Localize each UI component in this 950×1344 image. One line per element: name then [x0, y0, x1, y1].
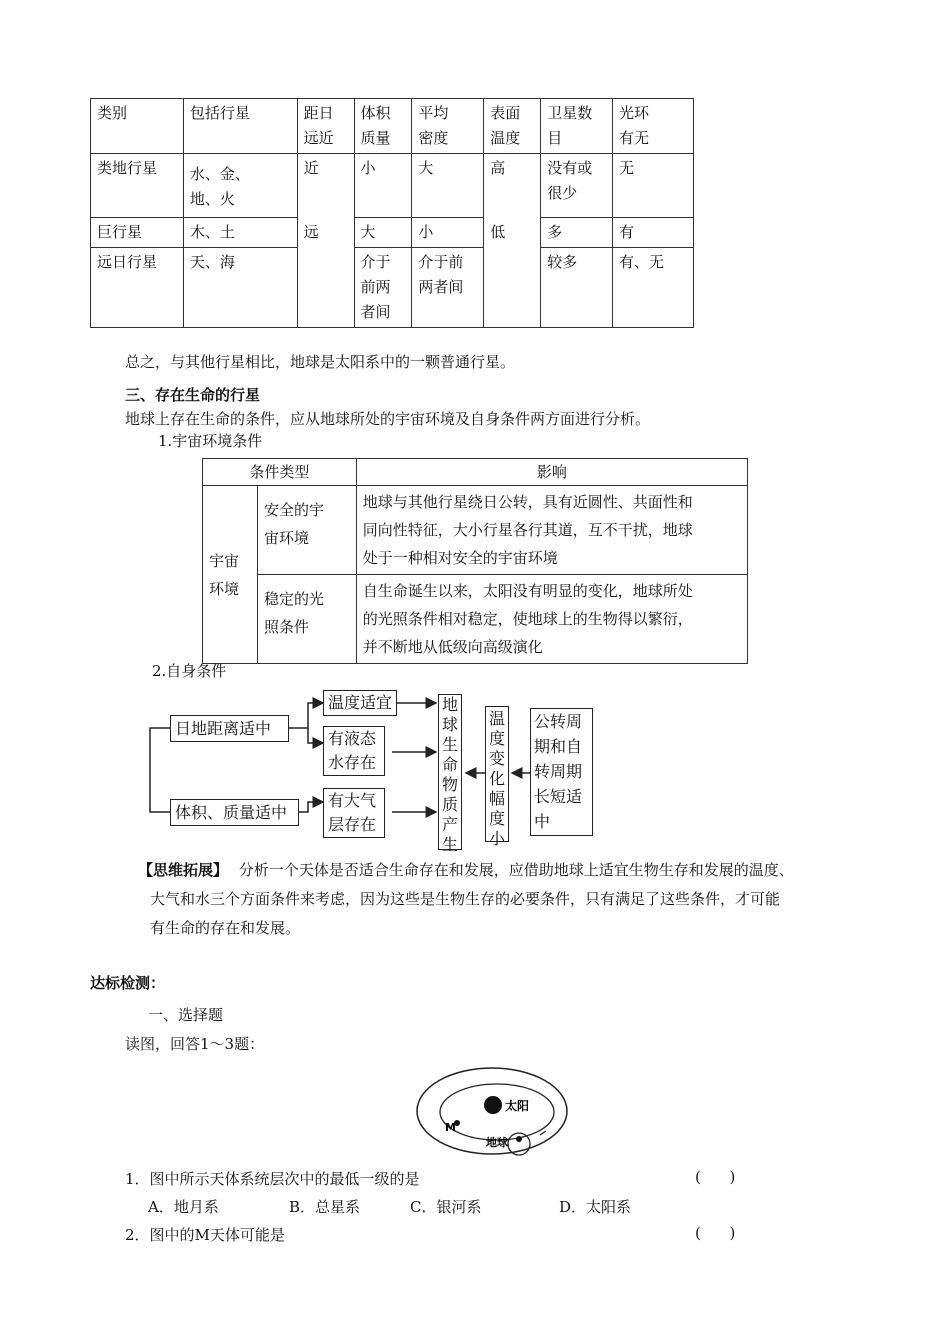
solar-system-figure — [412, 1063, 577, 1167]
distance-cell: 远 — [297, 218, 354, 328]
table-row — [91, 218, 694, 248]
section-intro: 地球上存在生命的条件，应从地球所处的宇宙环境及自身条件两方面进行分析。 — [125, 410, 651, 428]
planets-cell: 木、土 — [183, 218, 297, 248]
distance-cell: 近 — [297, 154, 354, 218]
ring-cell: 无 — [613, 154, 694, 218]
table-row — [203, 486, 748, 575]
flow-water-box: 有液态 水存在 — [323, 726, 385, 776]
flow-temp-box — [323, 690, 397, 716]
type-cell: 安全的宇 宙环境 — [257, 486, 356, 575]
density-cell: 小 — [412, 218, 484, 248]
planet-table — [90, 98, 694, 328]
temperature-cell: 低 — [484, 218, 541, 328]
option-b: B．总星系 — [289, 1198, 361, 1216]
type-cell: 稳定的光 照条件 — [257, 575, 356, 664]
header-cell: 距日 远近 — [297, 99, 354, 154]
section-title: 三、存在生命的行星 — [125, 386, 261, 404]
thinking-line: 大气和水三个方面条件来考虑，因为这些是生物生存的必要条件，只有满足了这些条件，才可能 — [150, 890, 781, 908]
cosmic-table-header — [203, 459, 748, 486]
satellites-cell: 较多 — [541, 248, 613, 328]
table-row — [203, 575, 748, 664]
flow-period-box: 公转周 期和自 转周期 长短适 中 — [530, 708, 593, 836]
density-cell: 介于前 两者间 — [412, 248, 484, 328]
earth-icon — [516, 1136, 522, 1142]
header-cell: 类别 — [91, 99, 184, 154]
table-row — [91, 248, 694, 328]
test-title: 达标检测： — [90, 974, 166, 992]
planet-table-header — [91, 99, 694, 154]
sun-icon — [484, 1096, 502, 1114]
effect-cell: 地球与其他行星绕日公转，具有近圆性、共面性和 同向性特征，大小行星各行其道，互不干扰，地球 处于一种相对安全的宇宙环境 — [356, 486, 747, 575]
category-cell: 远日行星 — [91, 248, 184, 328]
flow-mass-box — [170, 799, 299, 826]
test-instruction: 读图，回答1～3题： — [125, 1035, 265, 1053]
flow-small-range-box: 温 度 变 化 幅 度 小 — [485, 706, 509, 842]
satellites-cell: 没有或 很少 — [541, 154, 613, 218]
planets-cell: 天、海 — [183, 248, 297, 328]
group-cell: 宇宙 环境 — [203, 486, 258, 664]
satellites-cell: 多 — [541, 218, 613, 248]
summary-text: 总之，与其他行星相比，地球是太阳系中的一颗普通行星。 — [125, 353, 516, 371]
header-cell: 包括行星 — [183, 99, 297, 154]
thinking-block — [138, 856, 878, 885]
self-heading: 2.自身条件 — [152, 662, 227, 680]
earth-label: 地球 — [486, 1136, 508, 1149]
volume-cell: 小 — [354, 154, 412, 218]
cosmic-table — [202, 458, 748, 664]
m-label: M — [445, 1121, 456, 1134]
thinking-label: 【思维拓展】 — [138, 861, 229, 879]
option-d: D．太阳系 — [559, 1198, 632, 1216]
header-cell: 光环 有无 — [613, 99, 694, 154]
header-cell: 平均 密度 — [412, 99, 484, 154]
option-c: C．银河系 — [410, 1198, 482, 1216]
volume-cell: 大 — [354, 218, 412, 248]
table-row — [91, 154, 694, 218]
cosmic-heading: 1.宇宙环境条件 — [158, 432, 263, 450]
planets-cell: 水、金、 地、火 — [183, 154, 297, 218]
header-cell: 条件类型 — [203, 459, 357, 486]
option-a: A．地月系 — [148, 1198, 219, 1216]
question-stem: 2．图中的M天体可能是 — [125, 1226, 285, 1244]
volume-cell: 介于 前两 者间 — [354, 248, 412, 328]
answer-bracket: ( ) — [695, 1224, 736, 1242]
question-stem: 1．图中所示天体系统层次中的最低一级的是 — [125, 1170, 420, 1188]
flow-temp-label: 温度适宜 — [328, 693, 393, 712]
header-cell: 影响 — [356, 459, 747, 486]
flow-distance-box — [170, 715, 289, 742]
flow-air-box: 有大气 层存在 — [323, 788, 385, 838]
thinking-line: 分析一个天体是否适合生命存在和发展，应借助地球上适宜生物生存和发展的温度、 — [238, 861, 794, 879]
test-subtitle: 一、选择题 — [148, 1006, 224, 1024]
flow-life-box: 地 球 生 命 物 质 产 生 — [438, 694, 462, 850]
answer-bracket: ( ) — [695, 1168, 736, 1186]
temperature-cell: 高 — [484, 154, 541, 218]
header-cell: 卫星数 目 — [541, 99, 613, 154]
flow-distance-label: 日地距离适中 — [175, 719, 272, 738]
thinking-line: 有生命的存在和发展。 — [150, 919, 301, 937]
header-cell: 体积 质量 — [354, 99, 412, 154]
density-cell: 大 — [412, 154, 484, 218]
ring-cell: 有、无 — [613, 248, 694, 328]
category-cell: 类地行星 — [91, 154, 184, 218]
category-cell: 巨行星 — [91, 218, 184, 248]
ring-cell: 有 — [613, 218, 694, 248]
header-cell: 表面 温度 — [484, 99, 541, 154]
flow-mass-label: 体积、质量适中 — [175, 803, 288, 822]
sun-label: 太阳 — [505, 1099, 530, 1113]
effect-cell: 自生命诞生以来，太阳没有明显的变化，地球所处 的光照条件相对稳定，使地球上的生物得以繁衍， 并不断地从低级向高级演化 — [356, 575, 747, 664]
direction-arrow-icon — [540, 1131, 546, 1135]
